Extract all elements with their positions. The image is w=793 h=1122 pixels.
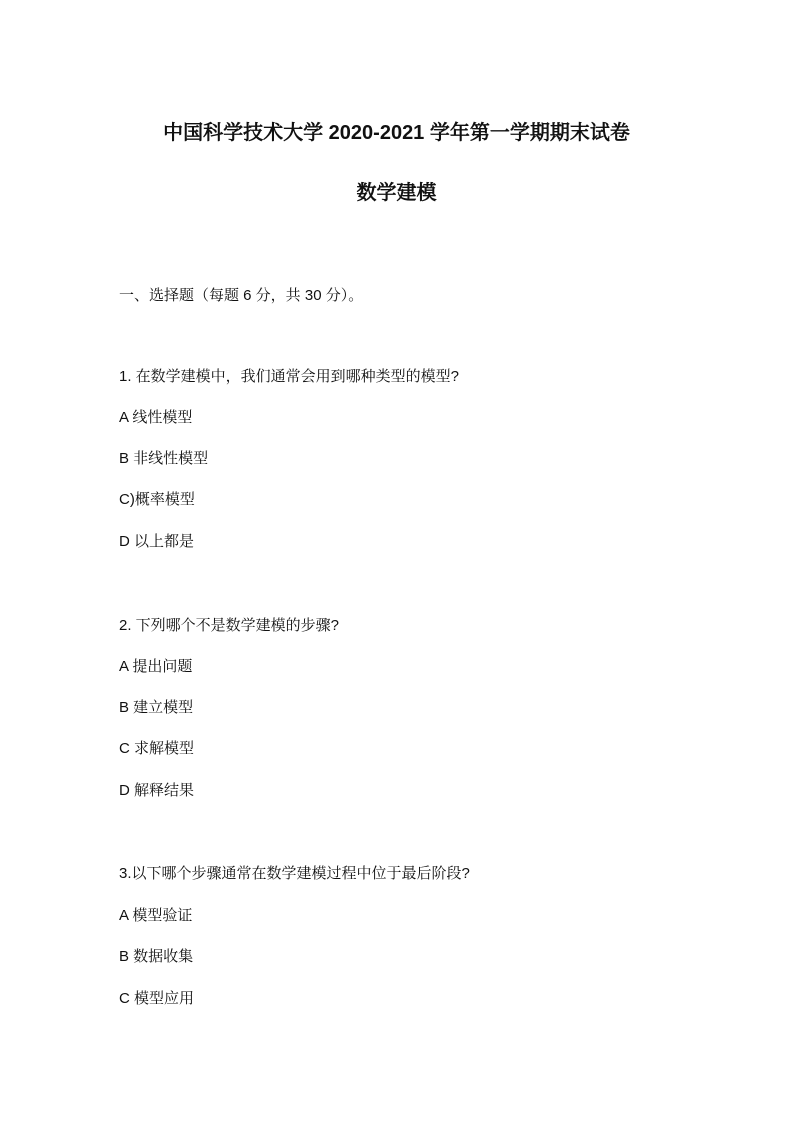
question-text: 1. 在数学建模中，我们通常会用到哪种类型的模型? xyxy=(119,368,460,385)
option: A 线性模型 xyxy=(119,409,193,426)
exam-title: 中国科学技术大学 2020-2021 学年第一学期期末试卷 xyxy=(163,122,630,144)
section-heading: 一、选择题（每题 6 分，共 30 分）。 xyxy=(119,287,364,304)
option: A 提出问题 xyxy=(119,658,193,675)
question-text: 3.以下哪个步骤通常在数学建模过程中位于最后阶段? xyxy=(119,865,470,882)
option: A 模型验证 xyxy=(119,907,193,924)
exam-subtitle: 数学建模 xyxy=(356,182,437,204)
option: C 模型应用 xyxy=(119,990,195,1007)
option: C 求解模型 xyxy=(119,740,195,757)
option: B 数据收集 xyxy=(119,948,194,965)
question-text: 2. 下列哪个不是数学建模的步骤? xyxy=(119,617,340,634)
option: D 以上都是 xyxy=(119,533,195,550)
option: D 解释结果 xyxy=(119,782,195,799)
option: B 非线性模型 xyxy=(119,450,209,467)
option: C)概率模型 xyxy=(119,491,195,508)
option: B 建立模型 xyxy=(119,699,194,716)
